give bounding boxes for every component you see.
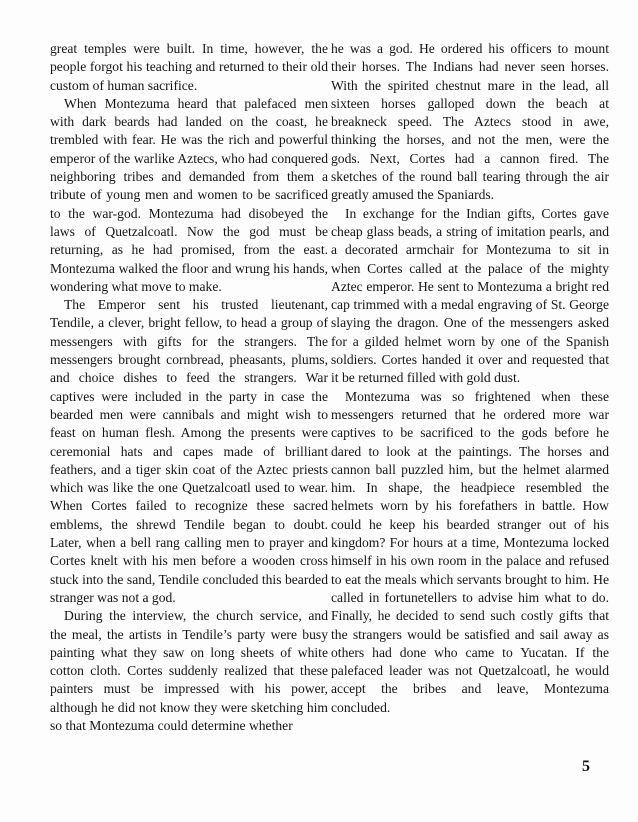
right-column	[331, 40, 609, 717]
paragraph: great temples were built. In time, however, the people forgot his teaching and returned to their old custom of human sacrifice.	[50, 41, 328, 93]
paragraph: The Emperor sent his trusted lieutenant, Tendile, a clever, bright fellow, to head a group of messengers with gifts for the strangers. The messengers brought cornbread, pheasants, plums, and choice dishes to feed the strangers. War captives were included in the party in case the bearded men were cannibals and might wish to feast on human flesh. Among the presents were ceremonial hats and capes made of brilliant feathers, and a tiger skin coat of the Aztec priests which was like the one Quetzalcoatl used to wear. When Cortes failed to recognize these sacred emblems, the shrewd Tendile began to doubt. Later, when a bell rang calling men to prayer and Cortes knelt with his men before a wooden cross stuck into the sand, Tendile concluded this bearded stranger was not a god.	[50, 297, 328, 605]
paragraph: Montezuma was so frightened when these messengers returned that he ordered more war captives to be sacrificed to the gods before he dared to look at the paintings. The horses and cannon ball puzzled him, but the helmet alarmed him. In shape, the headpiece resembled the helmets worn by his forefathers in battle. How could he keep his bearded stranger out of his kingdom? For hours at a time, Montezuma locked himself in his own room in the palace and refused to eat the meals which servants brought to him. He called in fortunetellers to advise him what to do. Finally, he decided to send such costly gifts that the strangers would be satisfied and sail away as others had done who came to Yucatan. If the palefaced leader was not Quetzalcoatl, he would accept the bribes and leave, Montezuma concluded.	[331, 388, 609, 715]
paragraph: In exchange for the Indian gifts, Cortes gave cheap glass beads, a string of imitation pearls, and a decorated armchair for Montezuma to sit in when Cortes called at the palace of the mighty Aztec emperor. He sent to Montezuma a bright red cap trimmed with a medal engraving of St. George slaying the dragon. One of the messengers asked for a gilded helmet worn by one of the Spanish soldiers. Cortes handed it over and requested that it be returned filled with gold dust.	[331, 205, 609, 386]
left-column	[50, 40, 328, 735]
paragraph: When Montezuma heard that palefaced men with dark beards had landed on the coast, he trembled with fear. He was the rich and powerful emperor of the warlike Aztecs, who had conquered neighboring tribes and demanded from them a tribute of young men and women to be sacrificed to the war-god. Montezuma had disobeyed the laws of Quetzalcoatl. Now the god must be returning, as he had promised, from the east. Montezuma walked the floor and wrung his hands, wondering what move to make.	[50, 95, 328, 294]
page-number: 5	[582, 758, 590, 775]
paragraph: During the interview, the church service, and the meal, the artists in Tendile’s party were busy painting what they saw on long sheets of white cotton cloth. Cortes suddenly realized that these painters must be impressed with his power, although he did not know they were sketching him so that Montezuma could determine whether	[50, 608, 328, 733]
paragraph: he was a god. He ordered his officers to mount their horses. The Indians had never seen horses. With the spirited chestnut mare in the lead, all sixteen horses galloped down the beach at breakneck speed. The Aztecs stood in awe, thinking the horses, and not the men, were the gods. Next, Cortes had a cannon fired. The sketches of the round ball tearing through the air greatly amused the Spaniards.	[331, 41, 609, 203]
